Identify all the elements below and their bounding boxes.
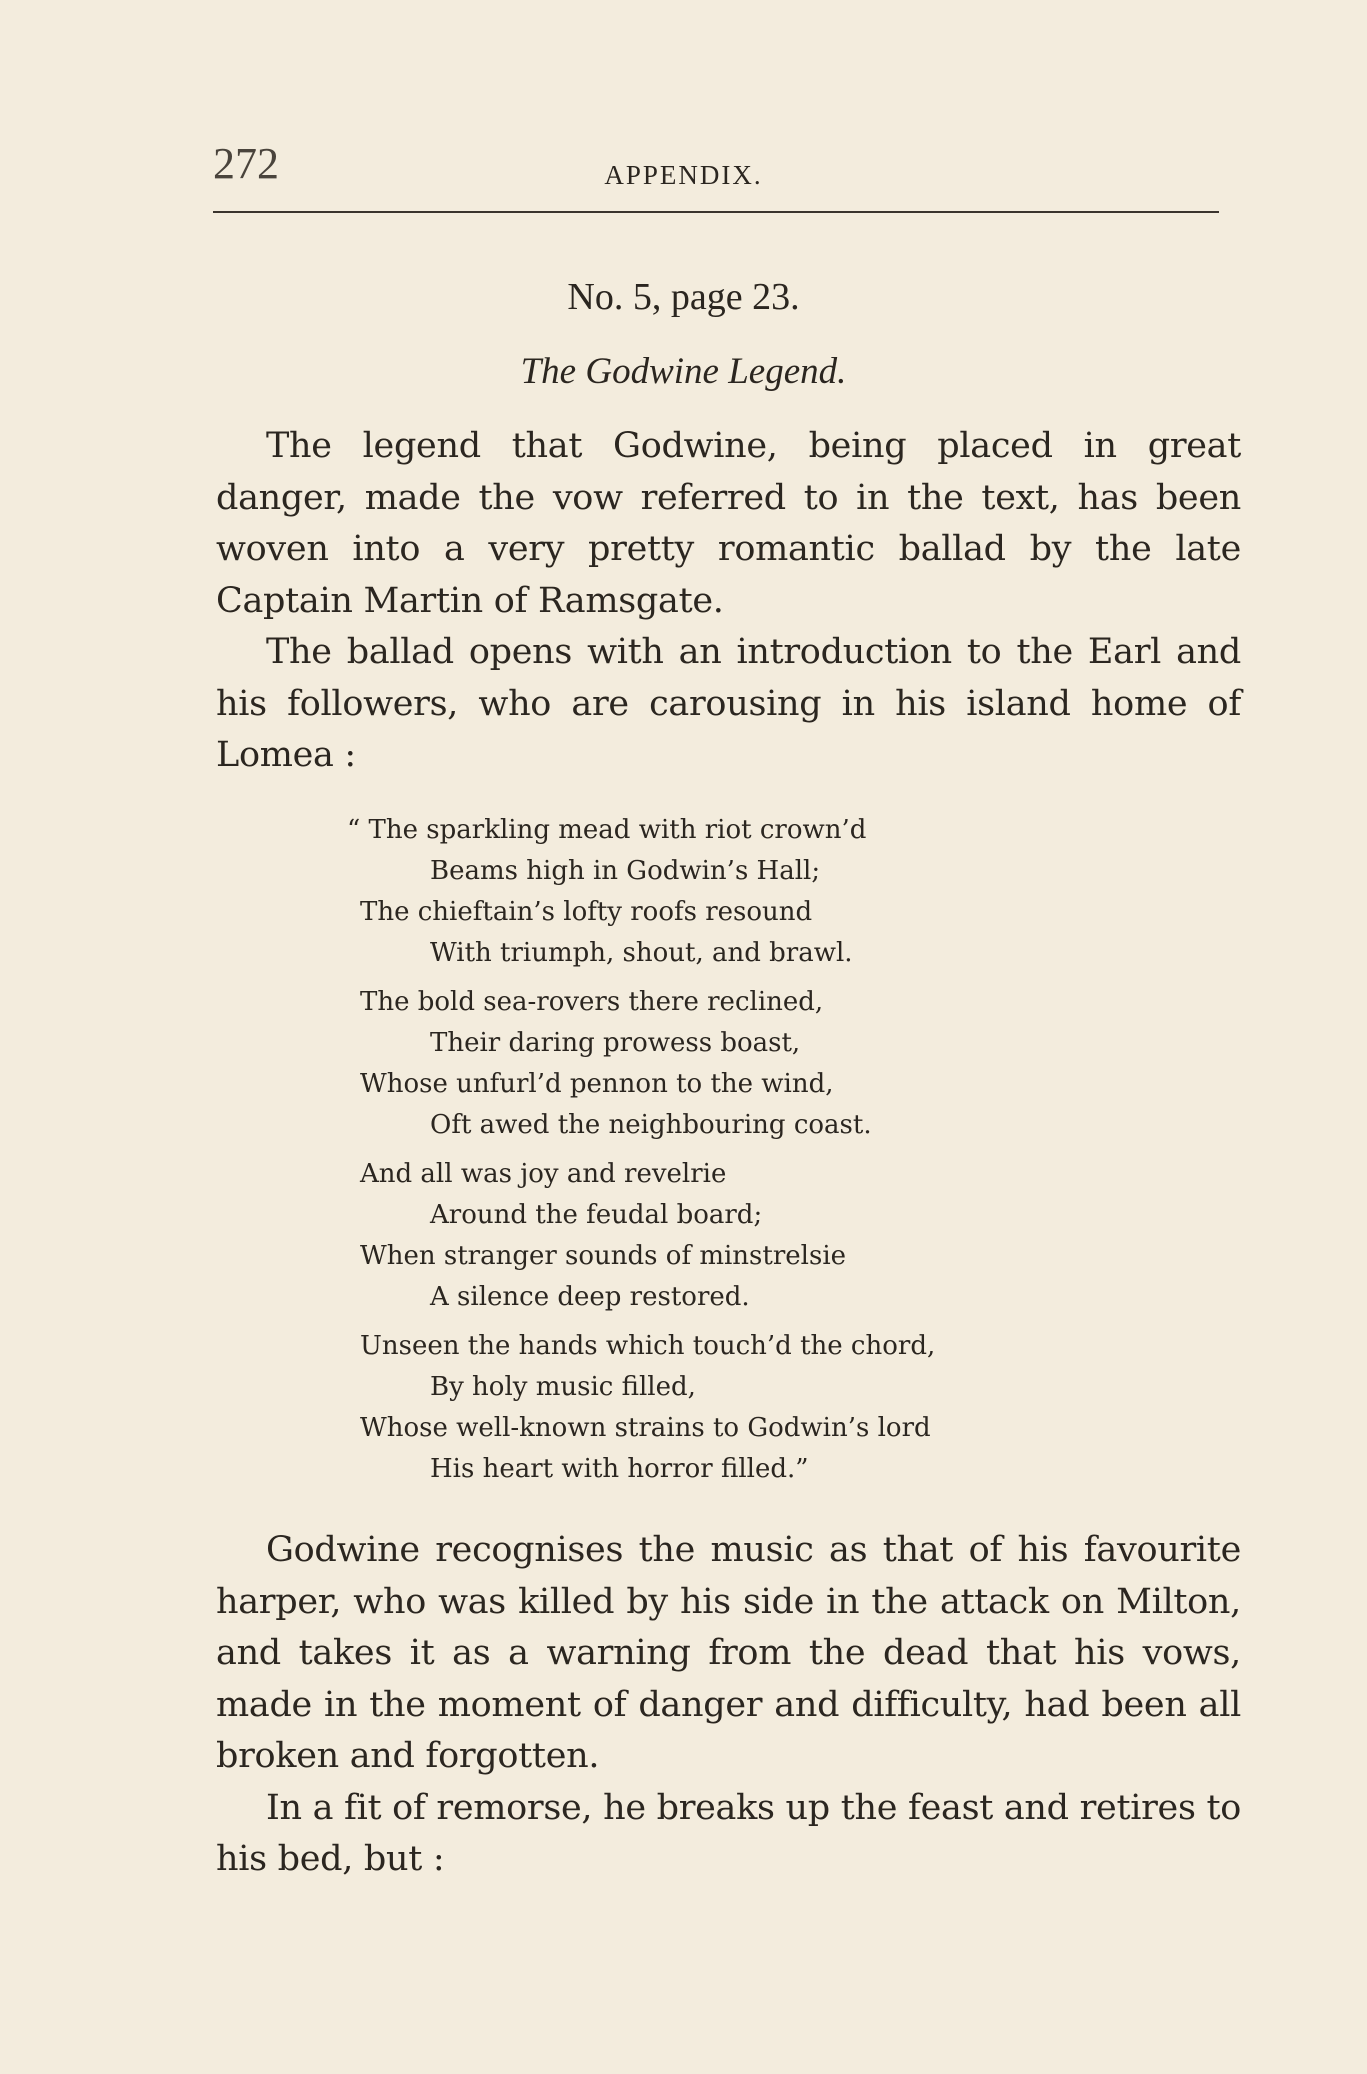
verse-line: And all was joy and revelrie [360,1159,727,1189]
running-head: APPENDIX. [604,160,763,190]
paragraph: The legend that Godwine, being placed in great danger, made the vow referred to in the text, has been woven into a very pretty romantic ballad by the late Captain Martin of Ramsgate. [216,426,1241,621]
verse-line: His heart with horror filled.” [430,1454,809,1484]
verse-line: Oft awed the neighbouring coast. [430,1110,872,1140]
paragraph: The ballad opens with an introduction to the Earl and his followers, who are carousing in his island home of Lomea : [216,632,1241,775]
note-title: The Godwine Legend. [520,351,847,392]
stanza [360,1326,1120,1490]
verse-line: Beams high in Godwin’s Hall; [430,856,821,886]
verse-line: Their daring prowess boast, [430,1028,801,1058]
verse-line: Whose unfurl’d pennon to the wind, [360,1069,834,1099]
stanza [360,1154,1120,1318]
page-number: 272 [213,139,279,188]
verse-line: Around the feudal board; [430,1200,763,1230]
verse-line: The bold sea-rovers there reclined, [360,987,824,1017]
verse-line: “ The sparkling mead with riot crown’d [347,815,867,845]
verse-line: When stranger sounds of minstrelsie [360,1241,847,1271]
verse-line: By holy music filled, [430,1372,696,1402]
prose-section-before [216,421,1241,782]
stanza [360,982,1120,1146]
note-heading: No. 5, page 23. [567,276,800,318]
verse-line: The chieftain’s lofty roofs resound [360,897,813,927]
header-rule [213,211,1219,213]
stanza [347,810,1120,974]
verse-line: With triumph, shout, and brawl. [430,938,853,968]
ballad-verse [347,810,1120,1498]
paragraph: In a fit of remorse, he breaks up the feast and retires to his bed, but : [216,1787,1241,1879]
verse-line: A silence deep restored. [430,1282,750,1312]
prose-section-after [216,1525,1241,1886]
paragraph: Godwine recognises the music as that of his favourite harper, who was killed by his side in the attack on Milton, and takes it as a warning from the dead that his vows, made in the moment of danger and difficulty, had been all broken and forgotten. [216,1530,1241,1776]
verse-line: Unseen the hands which touch’d the chord, [360,1331,936,1361]
verse-line: Whose well-known strains to Godwin’s lord [360,1413,931,1443]
